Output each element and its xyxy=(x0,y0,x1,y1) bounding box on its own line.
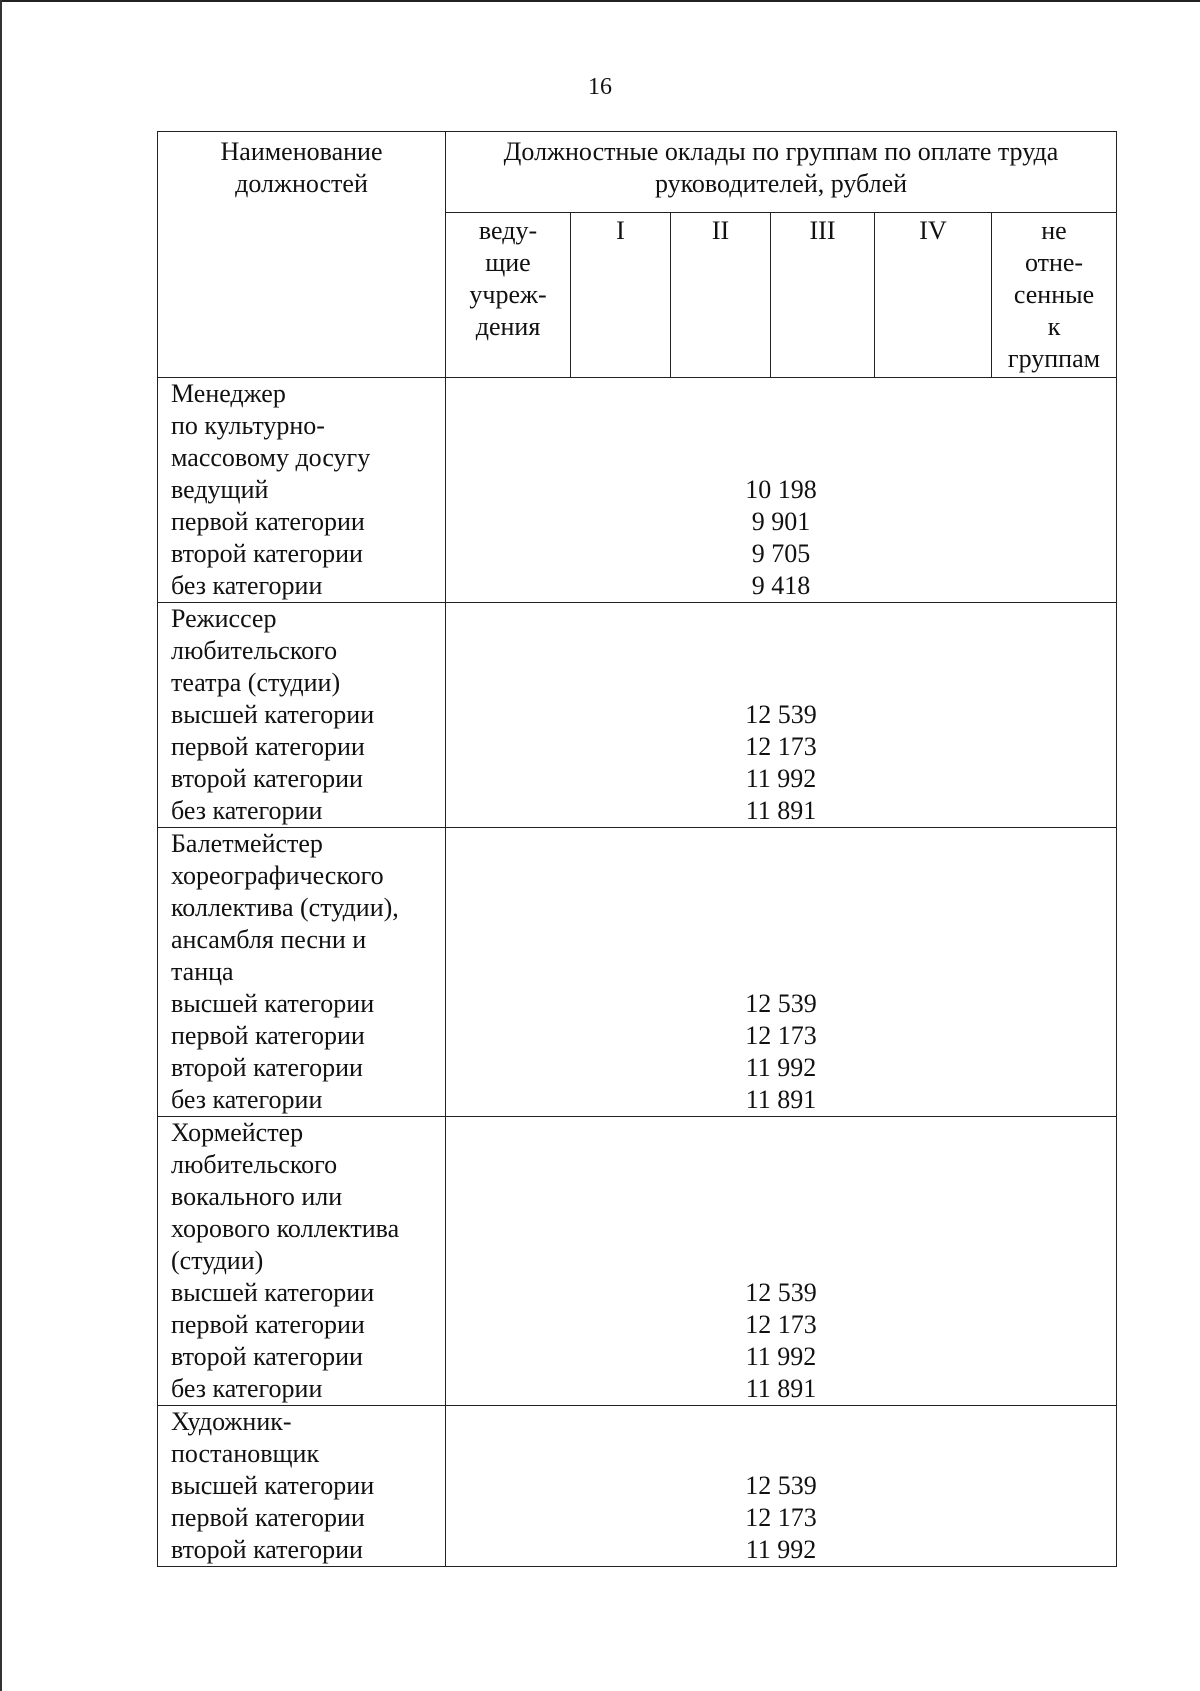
position-title-line: (студии) xyxy=(171,1246,264,1275)
position-title-line: Хормейстер xyxy=(171,1118,304,1147)
table-row xyxy=(158,603,1117,828)
header-line: I xyxy=(616,216,625,245)
category-label: без категории xyxy=(171,1085,323,1114)
category-label: второй категории xyxy=(171,1535,363,1564)
header-line: IV xyxy=(919,216,947,245)
header-group-3 xyxy=(771,213,875,378)
header-group-2 xyxy=(671,213,771,378)
salary-value: 11 891 xyxy=(745,796,817,825)
salary-value: 11 992 xyxy=(745,764,817,793)
category-label: первой категории xyxy=(171,732,365,761)
category-label: высшей категории xyxy=(171,1471,375,1500)
position-title-line: Художник- xyxy=(171,1407,292,1436)
salary-value: 12 539 xyxy=(745,700,817,729)
salary-values-cell xyxy=(446,828,1117,1117)
header-line: сенные xyxy=(1013,280,1095,309)
salary-value: 11 992 xyxy=(745,1053,817,1082)
position-title-line: по культурно- xyxy=(171,411,325,440)
header-line: III xyxy=(809,216,836,245)
header-line: группам xyxy=(1007,344,1101,373)
category-label: первой категории xyxy=(171,1021,365,1050)
salary-value: 12 173 xyxy=(745,1503,817,1532)
position-title-line: Режиссер xyxy=(171,604,277,633)
header-salary-groups xyxy=(446,132,1117,213)
position-title-line: хореографического xyxy=(171,861,384,890)
position-title-line: любительского xyxy=(171,1150,338,1179)
category-label: ведущий xyxy=(171,475,269,504)
header-row-main xyxy=(158,132,1117,213)
header-group-1 xyxy=(571,213,671,378)
salary-value: 12 173 xyxy=(745,1021,817,1050)
page-number: 16 xyxy=(588,74,612,100)
scan-edge-left xyxy=(0,0,2,1691)
position-title-line: Менеджер xyxy=(171,379,286,408)
salary-value: 12 173 xyxy=(745,732,817,761)
header-line: дения xyxy=(475,312,541,341)
header-line: отне- xyxy=(1024,248,1084,277)
header-line: руководителей, рублей xyxy=(654,169,908,198)
position-title-line: ансамбля песни и xyxy=(171,925,367,954)
position-name-cell xyxy=(158,603,446,828)
header-line: к xyxy=(1047,312,1061,341)
salary-values-cell xyxy=(446,378,1117,603)
header-line: должностей xyxy=(235,169,368,198)
salary-value: 9 901 xyxy=(751,507,811,536)
table-row xyxy=(158,828,1117,1117)
category-label: второй категории xyxy=(171,764,363,793)
table-row xyxy=(158,1406,1117,1567)
position-title-line: танца xyxy=(171,957,234,986)
position-title-line: вокального или xyxy=(171,1182,343,1211)
position-title-line: театра (студии) xyxy=(171,668,341,697)
header-line: учреж- xyxy=(469,280,547,309)
header-line: не xyxy=(1041,216,1067,245)
salary-value: 11 992 xyxy=(745,1535,817,1564)
category-label: высшей категории xyxy=(171,989,375,1018)
header-position-name xyxy=(158,132,446,378)
category-label: второй категории xyxy=(171,1342,363,1371)
category-label: второй категории xyxy=(171,539,363,568)
salary-value: 11 891 xyxy=(745,1085,817,1114)
table-row xyxy=(158,378,1117,603)
category-label: без категории xyxy=(171,796,323,825)
category-label: высшей категории xyxy=(171,1278,375,1307)
position-title-line: массовому досугу xyxy=(171,443,371,472)
salary-value: 10 198 xyxy=(745,475,817,504)
position-name-cell xyxy=(158,828,446,1117)
salary-value: 9 705 xyxy=(751,539,811,568)
category-label: без категории xyxy=(171,1374,323,1403)
position-title-line: любительского xyxy=(171,636,338,665)
header-group-4 xyxy=(875,213,992,378)
salary-values-cell xyxy=(446,603,1117,828)
position-name-cell xyxy=(158,1117,446,1406)
position-title-line: хорового коллектива xyxy=(171,1214,400,1243)
salary-values-cell xyxy=(446,1406,1117,1567)
salary-value: 9 418 xyxy=(751,571,811,600)
category-label: высшей категории xyxy=(171,700,375,729)
salary-value: 12 539 xyxy=(745,989,817,1018)
salary-value: 12 539 xyxy=(745,1278,817,1307)
scan-edge-top xyxy=(0,0,1200,2)
header-line: II xyxy=(711,216,730,245)
table-row xyxy=(158,1117,1117,1406)
salary-value: 11 992 xyxy=(745,1342,817,1371)
position-title-line: коллектива (студии), xyxy=(171,893,399,922)
category-label: первой категории xyxy=(171,507,365,536)
salary-values-cell xyxy=(446,1117,1117,1406)
header-group-leading xyxy=(446,213,571,378)
position-title-line: Балетмейстер xyxy=(171,829,323,858)
salary-value: 12 173 xyxy=(745,1310,817,1339)
salary-table xyxy=(157,131,1117,1567)
position-title-line: постановщик xyxy=(171,1439,320,1468)
header-line: Должностные оклады по группам по оплате труда xyxy=(503,137,1059,166)
category-label: первой категории xyxy=(171,1310,365,1339)
category-label: второй категории xyxy=(171,1053,363,1082)
salary-value: 12 539 xyxy=(745,1471,817,1500)
header-line: Наименование xyxy=(220,137,383,166)
category-label: без категории xyxy=(171,571,323,600)
header-group-unassigned xyxy=(992,213,1117,378)
position-name-cell xyxy=(158,1406,446,1567)
header-line: щие xyxy=(485,248,531,277)
header-line: веду- xyxy=(478,216,538,245)
category-label: первой категории xyxy=(171,1503,365,1532)
salary-value: 11 891 xyxy=(745,1374,817,1403)
position-name-cell xyxy=(158,378,446,603)
